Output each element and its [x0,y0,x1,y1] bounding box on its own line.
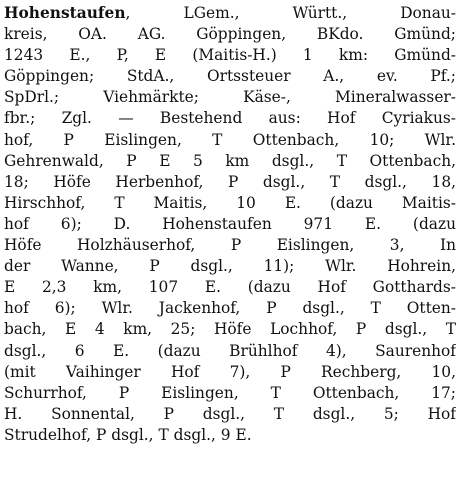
entry-line-10: Hirschhof, T Maitis, 10 E. (dazu Maitis- [4,193,456,212]
entry-line-14: E 2,3 km, 107 E. (dazu Hof Gotthards- [4,278,456,297]
entry-line-15: hof 6); Wlr. Jackenhof, P dsgl., T Otten- [4,299,456,318]
entry-line-2: kreis, OA. AG. Göppingen, BKdo. Gmünd; [4,25,456,44]
entry-line-7: hof, P Eislingen, T Ottenbach, 10; Wlr. [4,130,456,149]
entry-line-18: (mit Vaihinger Hof 7), P Rechberg, 10, [4,362,456,381]
entry-line-21: Strudelhof, P dsgl., T dsgl., 9 E. [4,425,252,444]
entry-headword: Hohenstaufen [4,4,126,22]
gazetteer-entry [4,3,456,485]
entry-line-5: SpDrl.; Viehmärkte; Käse-, Mineralwasser- [4,88,456,107]
entry-line-20: H. Sonnental, P dsgl., T dsgl., 5; Hof [4,404,456,423]
entry-line-12: Höfe Holzhäuserhof, P Eislingen, 3, In [4,236,456,255]
entry-line-1 [4,3,456,24]
entry-line-6: fbr.; Zgl. — Bestehend aus: Hof Cyriakus- [4,109,456,128]
entry-line-13: der Wanne, P dsgl., 11); Wlr. Hohrein, [4,257,456,276]
entry-line-3: 1243 E., P, E (Maitis-H.) 1 km: Gmünd- [4,46,456,65]
entry-line-19: Schurrhof, P Eislingen, T Ottenbach, 17; [4,383,456,402]
entry-line-17: dsgl., 6 E. (dazu Brühlhof 4), Saurenhof [4,341,456,360]
entry-line-1-text: , LGem., Württ., Donau- [125,4,456,22]
entry-line-8: Gehrenwald, P E 5 km dsgl., T Ottenbach, [4,151,456,170]
entry-line-9: 18; Höfe Herbenhof, P dsgl., T dsgl., 18, [4,172,456,191]
entry-line-11: hof 6); D. Hohenstaufen 971 E. (dazu [4,214,456,233]
entry-line-4: Göppingen; StdA., Ortssteuer A., ev. Pf.; [4,67,456,86]
entry-line-16: bach, E 4 km, 25; Höfe Lochhof, P dsgl., T [4,320,456,339]
